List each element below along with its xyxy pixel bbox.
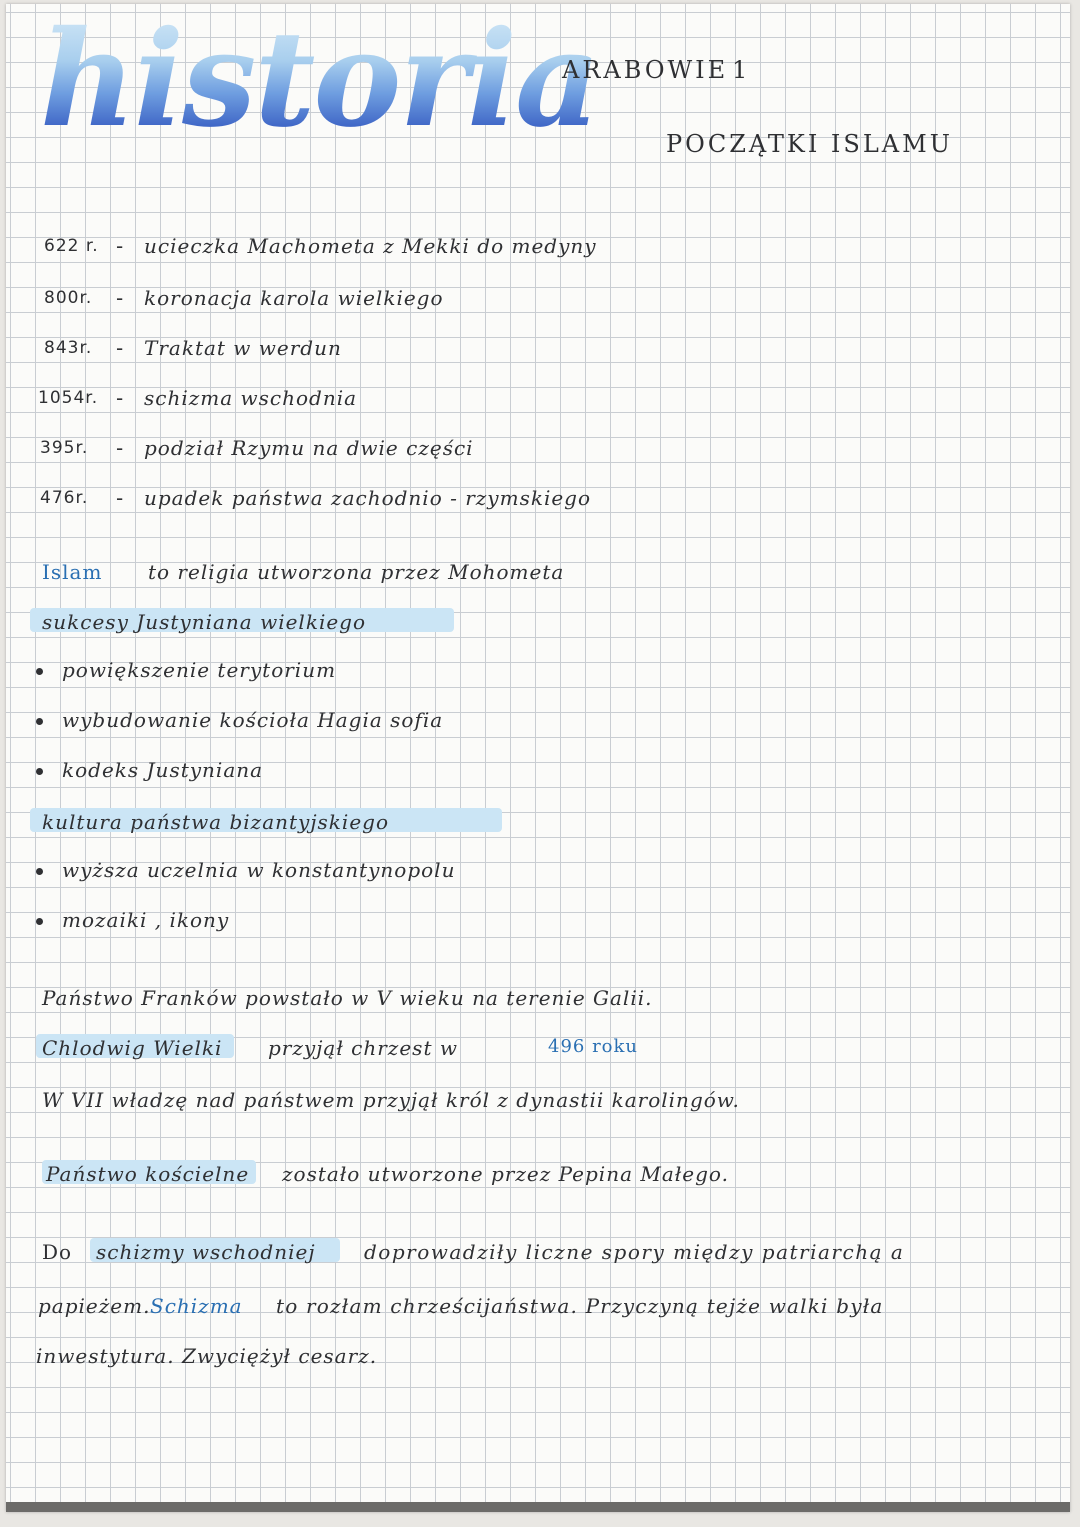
paragraph-text: zostało utworzone przez Pepina Małego. [282,1162,729,1186]
timeline-year: 622 r. [44,236,99,256]
bullet-dot [36,868,43,875]
section-heading: kultura państwa bizantyjskiego [42,810,390,834]
timeline-event: koronacja karola wielkiego [144,286,444,310]
timeline-event: upadek państwa zachodnio - rzymskiego [144,486,592,510]
paragraph-text: przyjął chrzest w [268,1036,458,1060]
paragraph-line: inwestytura. Zwyciężył cesarz. [36,1344,378,1368]
highlighted-term: Państwo kościelne [46,1162,250,1186]
islam-definition: to religia utworzona przez Mohometa [148,560,565,584]
bullet-dot [36,768,43,775]
timeline-event: ucieczka Machometa z Mekki do medyny [144,234,597,258]
list-item: wybudowanie kościoła Hagia sofia [62,708,444,732]
topic-mark: 1 [732,56,749,84]
paragraph-line: Państwo Franków powstało w V wieku na terenie Galii. [42,986,653,1010]
list-item: kodeks Justyniana [62,758,264,782]
islam-term: Islam [42,560,103,584]
timeline-event: Traktat w werdun [144,336,342,360]
paragraph-text: to rozłam chrześcijaństwa. Przyczyną tejże walki była [276,1294,884,1318]
timeline-year: 1054r. [38,388,99,408]
timeline-year: 476r. [40,488,89,508]
list-item: wyższa uczelnia w konstantynopolu [62,858,456,882]
list-item: powiększenie terytorium [62,658,337,682]
paragraph-text: Do [42,1240,73,1264]
timeline-dash: - [116,386,125,410]
term-blue: Schizma [150,1294,243,1318]
paragraph-line: W VII władzę nad państwem przyjął król z dynastii karolingów. [42,1088,740,1112]
year-note: 496 roku [548,1036,639,1057]
subtitle: POCZĄTKI ISLAMU [666,130,953,158]
timeline-year: 395r. [40,438,89,458]
list-item: mozaiki , ikony [62,908,230,932]
timeline-event: schizma wschodnia [144,386,358,410]
timeline-year: 843r. [44,338,93,358]
bullet-dot [36,718,43,725]
timeline-dash: - [116,286,125,310]
paragraph-text: doprowadziły liczne spory między patriarchą a [364,1240,905,1264]
highlighted-term: schizmy wschodniej [96,1240,316,1264]
bullet-dot [36,668,43,675]
timeline-dash: - [116,234,125,258]
timeline-year: 800r. [44,288,93,308]
timeline-dash: - [116,486,125,510]
notebook-page [6,4,1070,1512]
timeline-dash: - [116,436,125,460]
bullet-dot [36,918,43,925]
page-title: historia [40,2,599,157]
topic-heading: ARABOWIE [562,56,729,84]
paragraph-text: papieżem. [38,1294,151,1318]
highlighted-term: Chlodwig Wielki [42,1036,223,1060]
section-heading: sukcesy Justyniana wielkiego [42,610,367,634]
timeline-event: podział Rzymu na dwie części [144,436,474,460]
timeline-dash: - [116,336,125,360]
